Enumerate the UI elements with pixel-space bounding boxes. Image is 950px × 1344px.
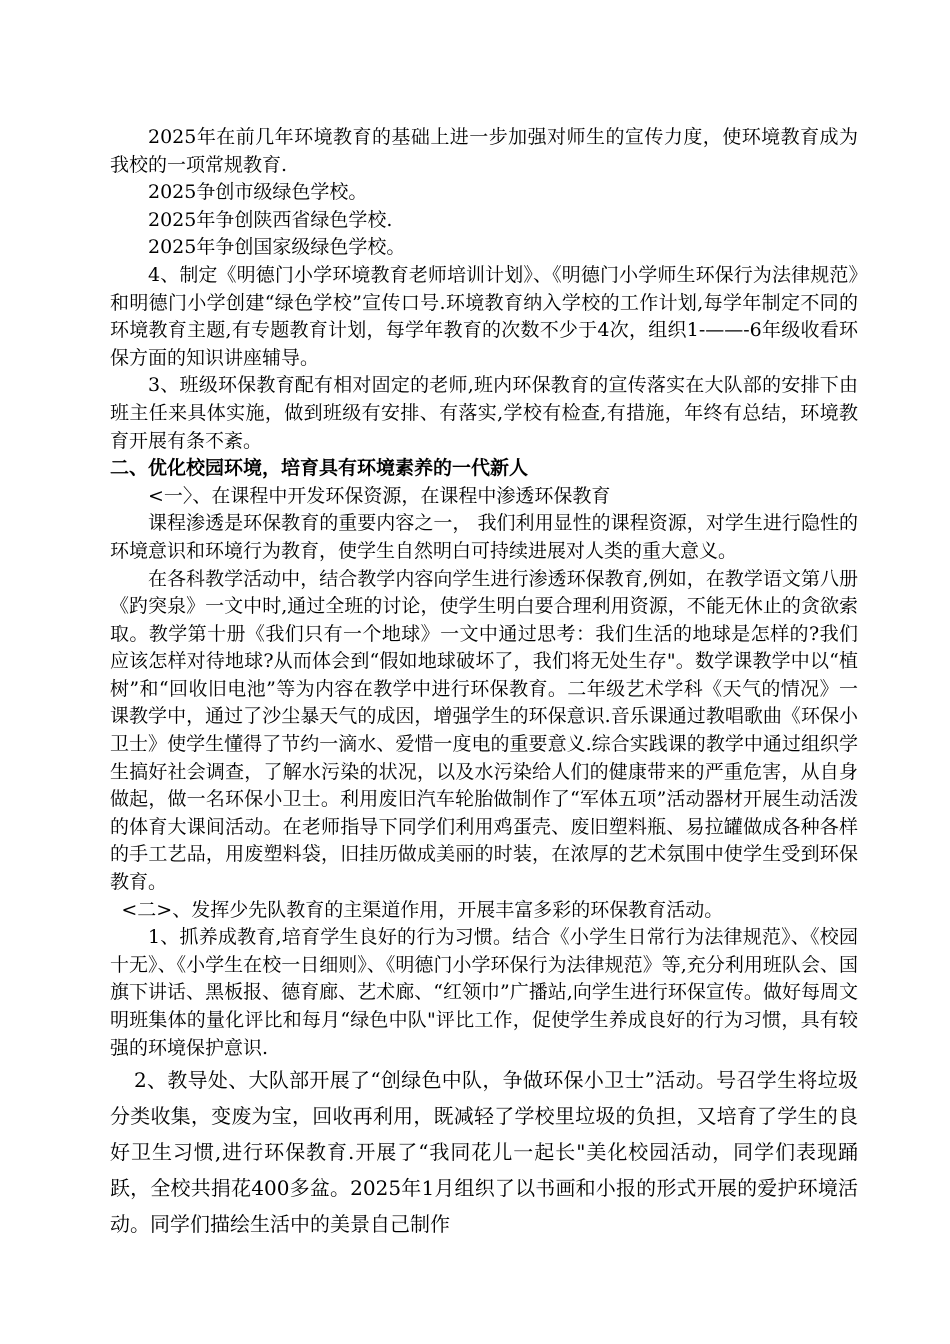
subheading-1: <一〉、在课程中开发环保资源，在课程中渗透环保教育 bbox=[148, 484, 611, 507]
section-heading-2: 二、优化校园环境，培育具有环境素养的一代新人 bbox=[110, 457, 529, 480]
paragraph-goal-province: 2025年争创陕西省绿色学校. bbox=[148, 208, 393, 231]
paragraph-curriculum-intro: 课程渗透是环保教育的重要内容之一， 我们利用显性的课程资源，对学生进行隐性的环境意识和环境行为教育，使学生自然明白可持续进展对人类的重大意义。 bbox=[110, 512, 858, 562]
paragraph-item-4: 4、制定《明德门小学环境教育老师培训计划》、《明德门小学师生环保行为法律规范》和明德门小学创建“绿色学校”宣传口号.环境教育纳入学校的工作计划,每学年制定不同的环境教育主题,有专题教育计划，每学年教育的次数不少于4次，组织1-——-6年级收看环保方面的知识讲座辅导。 bbox=[110, 263, 858, 369]
paragraph-item-3: 3、班级环保教育配有相对固定的老师,班内环保教育的宣传落实在大队部的安排下由班主任来具体实施，做到班级有安排、有落实,学校有检查,有措施，年终有总结，环境教育开展有条不紊。 bbox=[110, 374, 858, 452]
paragraph-teaching-activities: 在各科教学活动中，结合教学内容向学生进行渗透环保教育,例如，在教学语文第八册《趵突泉》一文中时,通过全班的讨论，使学生明白要合理利用资源，不能无休止的贪欲索取。教学第十册《我们只有一个地球》一文中通过思考：我们生活的地球是怎样的?我们应该怎样对待地球?从而体会到“假如地球破坏了，我们将无处生存"。数学课教学中以“植树”和“回收旧电池”等为内容在教学中进行环保教育。二年级艺术学科《天气的情况》一课教学中，通过了沙尘暴天气的成因，增强学生的环保意识.音乐课通过教唱歌曲《环保小卫士》使学生懂得了节约一滴水、爱惜一度电的重要意义.综合实践课的教学中通过组织学生搞好社会调查，了解水污染的状况，以及水污染给人们的健康带来的严重危害，从自身做起，做一名环保小卫士。利用废旧汽车轮胎做制作了“军体五项”活动器材开展生动活泼的体育大课间活动。在老师指导下同学们利用鸡蛋壳、废旧塑料瓶、易拉罐做成各种各样的手工艺品，用废塑料袋，旧挂历做成美丽的时装，在浓厚的艺术氛围中使学生受到环保教育。 bbox=[110, 567, 858, 894]
paragraph-goal-city: 2025争创市级绿色学校。 bbox=[148, 181, 368, 204]
paragraph-goal-national: 2025年争创国家级绿色学校。 bbox=[148, 236, 406, 259]
subheading-2: <二>、发挥少先队教育的主渠道作用，开展丰富多彩的环保教育活动。 bbox=[121, 898, 724, 921]
paragraph-habit-education: 1、抓养成教育,培育学生良好的行为习惯。结合《小学生日常行为法律规范》、《校园十无》、《小学生在校一日细则》、《明德门小学环保行为法律规范》等,充分利用班队会、国旗下讲话、黑板报、德育廊、艺术廊、“红领巾”广播站,向学生进行环保宣传。做好每周文明班集体的量化评比和每月“绿色中队"评比工作，促使学生养成良好的行为习惯，具有较强的环境保护意识. bbox=[110, 926, 858, 1059]
paragraph-green-squad: 2、教导处、大队部开展了“创绿色中队，争做环保小卫士”活动。号召学生将垃圾分类收集，变废为宝，回收再利用，既减轻了学校里垃圾的负担，又培育了学生的良好卫生习惯,进行环保教育.开展了“我同花儿一起长"美化校园活动，同学们表现踊跃，全校共捐花400多盆。2025年1月组织了以书画和小报的形式开展的爱护环境活动。同学们描绘生活中的美景自己制作 bbox=[110, 1068, 858, 1237]
document-body bbox=[110, 124, 858, 1242]
paragraph-2025-publicity: 2025年在前几年环境教育的基础上进一步加强对师生的宣传力度，使环境教育成为我校的一项常规教育. bbox=[110, 126, 858, 176]
